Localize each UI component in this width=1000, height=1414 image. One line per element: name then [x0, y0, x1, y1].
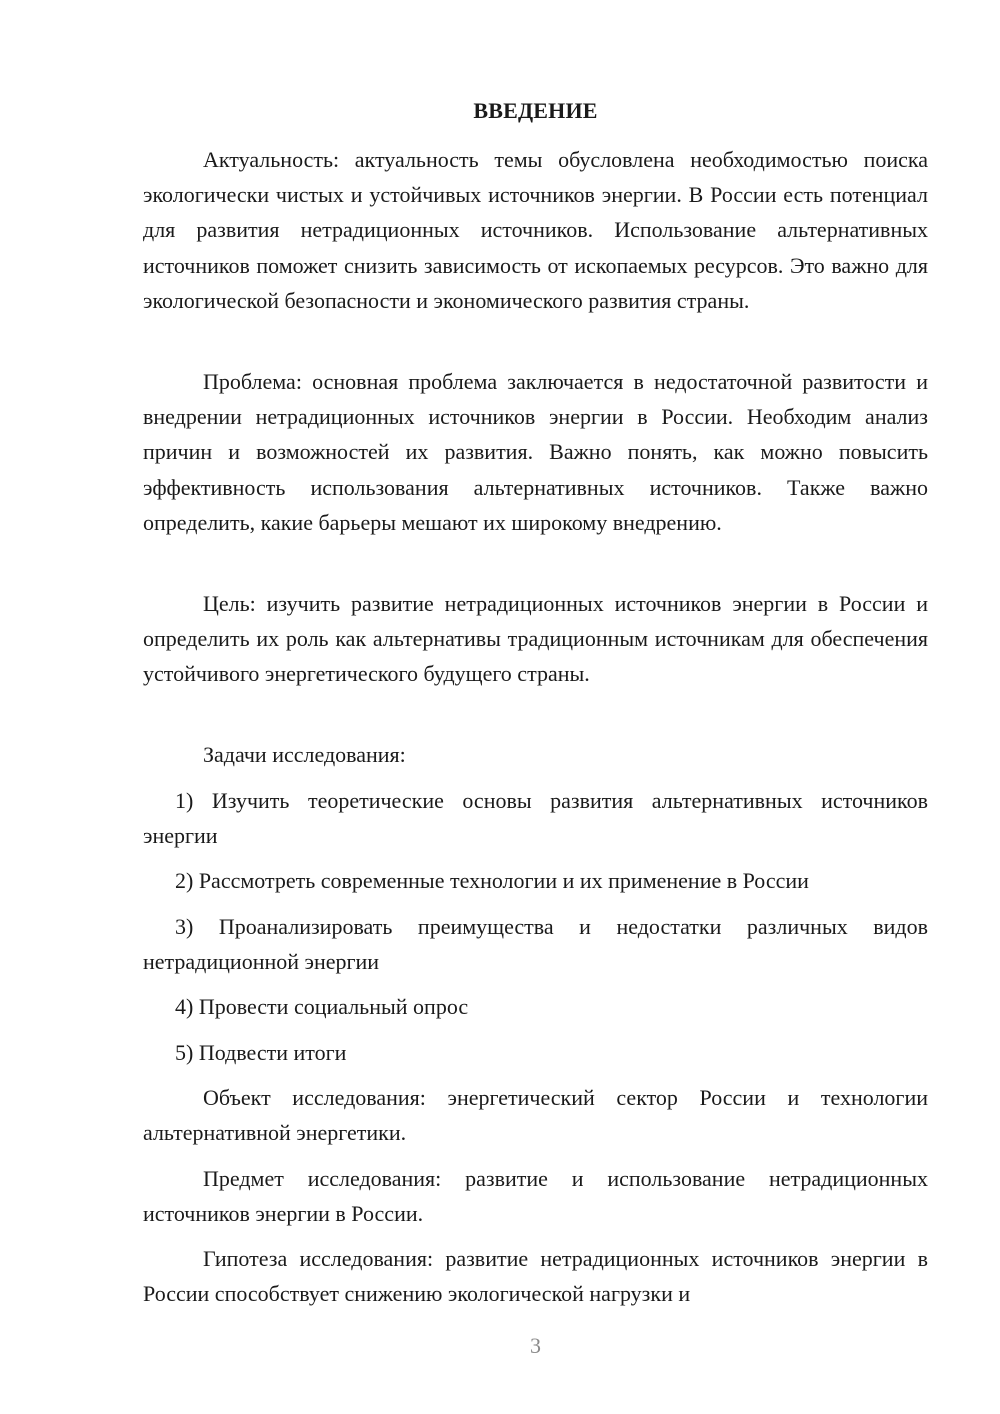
paragraph-relevance: Актуальность: актуальность темы обусловлена необходимостью поиска экологически чистых и устойчивых источников энергии. В России есть потенциал для развития нетрадиционных источников. Использование альтернативных источников поможет снизить зависимость от ископаемых ресурсов. Это важно для экологической безопасности и экономического развития страны.: [143, 147, 928, 313]
task-item-3: 3) Проанализировать преимущества и недостатки различных видов нетрадиционной энергии: [143, 914, 928, 975]
paragraph-object: Объект исследования: энергетический сектор России и технологии альтернативной энергетики.: [143, 1085, 928, 1146]
paragraph-hypothesis: Гипотеза исследования: развитие нетрадиционных источников энергии в России способствует снижению экологической нагрузки и: [143, 1246, 928, 1307]
task-item-1: 1) Изучить теоретические основы развития альтернативных источников энергии: [143, 788, 928, 849]
paragraph-subject: Предмет исследования: развитие и использование нетрадиционных источников энергии в России.: [143, 1166, 928, 1227]
paragraph-problem: Проблема: основная проблема заключается в недостаточной развитости и внедрении нетрадиционных источников энергии в России. Необходим анализ причин и возможностей их развития. Важно понять, как можно повысить эффективность использования альтернативных источников. Также важно определить, какие барьеры мешают их широкому внедрению.: [143, 369, 928, 535]
paragraph-goal: Цель: изучить развитие нетрадиционных источников энергии в России и определить их роль как альтернативы традиционным источникам для обеспечения устойчивого энергетического будущего страны.: [143, 591, 928, 687]
document-page: [143, 0, 928, 1414]
document-title: ВВЕДЕНИЕ: [473, 98, 598, 123]
task-item-5: 5) Подвести итоги: [175, 1040, 347, 1065]
task-item-2: 2) Рассмотреть современные технологии и их применение в России: [175, 868, 809, 893]
paragraph-tasks-heading: Задачи исследования:: [203, 742, 406, 767]
task-item-4: 4) Провести социальный опрос: [175, 994, 469, 1019]
page-number: 3: [530, 1333, 541, 1358]
